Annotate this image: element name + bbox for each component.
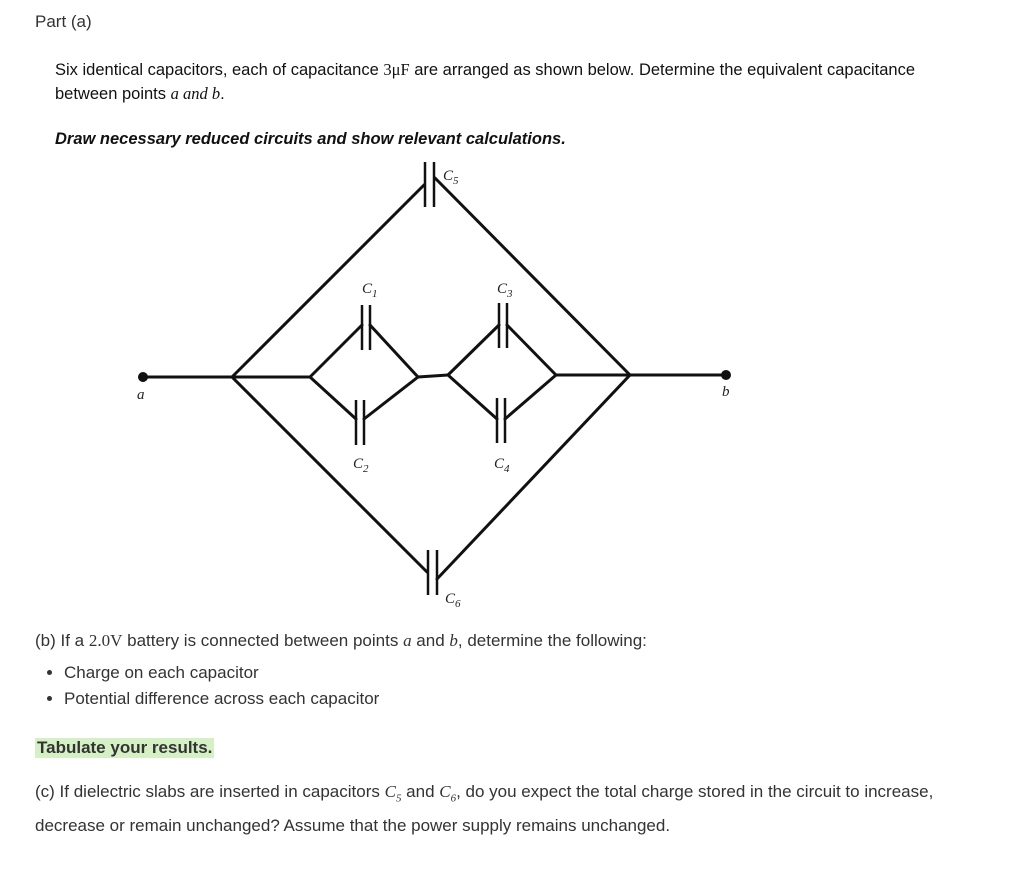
label-c4: $C_4$ [494,456,510,475]
wire-outer-top-left [232,185,424,377]
label-c2: $C_2$ [353,456,369,475]
point-b: b [449,631,458,650]
part-b-text-1: (b) If a [35,631,89,650]
point-a: a [403,631,412,650]
capacitor-c3-symbol [499,303,507,348]
capacitor-c2-symbol [356,400,364,445]
list-item: • Potential difference across each capacitor [64,686,379,712]
wire-c1-right [370,325,418,377]
label-b: b [722,384,730,400]
problem-text-3: . [220,85,225,103]
part-b-text-3: , determine the following: [457,631,647,650]
label-a: a [137,387,145,403]
part-c-c5: $C_5$ [384,782,402,805]
label-c5: $C_5$ [443,168,459,187]
points-ab: a and b [170,84,221,103]
part-b-statement [35,631,647,651]
wire-outer-top-right [435,178,630,375]
wire-c2-left [310,377,356,419]
part-a-heading: Part (a) [35,12,92,31]
wire-c1-left [310,325,362,377]
list-item: • Charge on each capacitor [64,660,379,686]
problem-text-2: are arranged as shown below. Determine the equivalent capacitance between points [55,61,916,103]
wire-inner-middle [418,375,448,377]
wire-outer-bottom-right [437,375,630,579]
part-c-c6: $C_6$ [439,782,457,805]
problem-text-1: Six identical capacitors, each of capacitance [55,61,384,79]
wire-c2-right [364,377,418,419]
part-c-text-1: (c) If dielectric slabs are inserted in capacitors [35,782,385,801]
part-c-text-2: , do you expect the total charge stored in the circuit to increase, decrease or remain unchanged? Assume that the power supply remains unchanged. [35,782,934,836]
wire-outer-bottom-left [232,377,427,572]
wire-c4-left [448,375,497,419]
terminal-b-dot [721,370,731,380]
capacitor-c5-symbol [425,162,434,207]
circuit-diagram [0,150,1024,620]
instruction-text: Draw necessary reduced circuits and show relevant calculations. [55,130,566,148]
capacitor-c4-symbol [497,398,505,443]
tabulate-highlight: Tabulate your results. [37,738,213,757]
part-b-and: and [411,631,450,650]
wire-c3-right [507,325,556,375]
capacitor-c1-symbol [362,305,370,350]
label-c3: $C_3$ [497,281,513,300]
wire-c4-right [505,375,556,419]
wire-c3-left [448,325,499,375]
capacitor-c6-symbol [428,550,437,595]
problem-statement [55,58,935,106]
part-c-and: and [401,782,440,801]
part-b-text-2: battery is connected between points [122,631,404,650]
battery-voltage: 2.0V [88,631,123,650]
capacitance-value: 3μF [383,60,410,79]
label-c6: $C_6$ [445,591,461,610]
label-c1: $C_1$ [362,281,378,300]
terminal-a-dot [138,372,148,382]
part-c-statement [35,778,935,839]
part-b-bullet-list [42,660,379,712]
